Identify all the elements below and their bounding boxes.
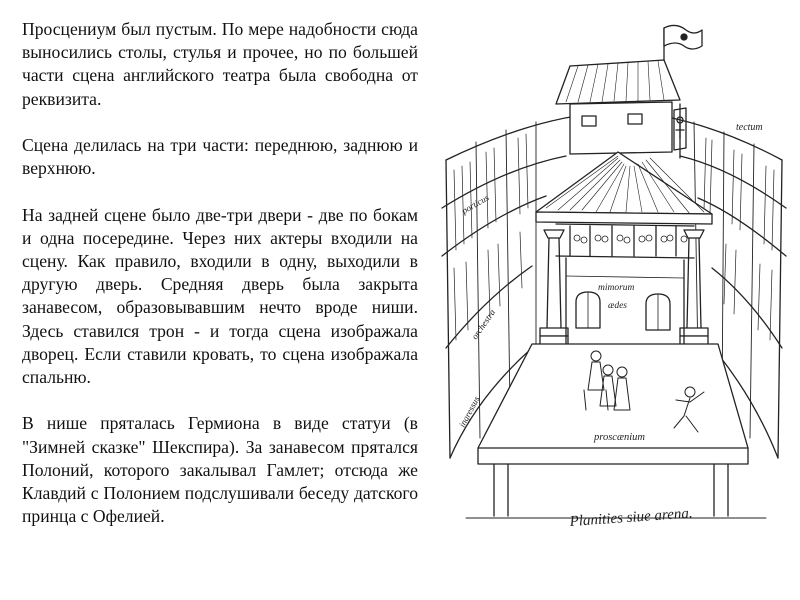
caption-planities: Planities siue arena. <box>569 505 694 530</box>
label-orchestra: orchestra <box>469 307 498 342</box>
swan-theatre-drawing <box>436 18 792 578</box>
swan-theatre-svg <box>436 18 792 578</box>
label-tectum: tectum <box>736 122 763 133</box>
stage-platform <box>466 344 766 518</box>
stage-roof <box>536 152 712 224</box>
label-proscenium: proscænium <box>594 432 645 443</box>
paragraph-back-stage: На задней сцене было две-три двери - две по бокам и одна посередине. Через них актеры входили на сцену. Как правило, входили в одну, выходили в другую дверь. Средняя дверь была закрыта занавесом, образовывавшим нечто вроде ниши. Здесь ставился трон - и тогда сцена изображала дворец. Если ставили кровать, то сцена изображала спальню. <box>22 204 418 388</box>
paragraph-niche: В нише пряталась Гермиона в виде статуи (в "Зимней сказке" Шекспира). За занавесом прятался Полоний, которого закалывал Гамлет; отсюда же Клавдий с Полонием подслушивали беседу датского принца с Офелией. <box>22 413 418 527</box>
text-column <box>22 18 418 528</box>
paragraph-proscenium: Просцениум был пустым. По мере надобности сюда выносились столы, стулья и прочее, но по большей части сцена английского театра была свободна от реквизита. <box>22 19 418 109</box>
upper-gallery <box>556 224 694 258</box>
label-porticus: porticus <box>460 192 491 216</box>
flag <box>664 25 702 62</box>
paragraph-stage-parts: Сцена делилась на три части: переднюю, заднюю и верхнюю. <box>22 135 418 179</box>
label-mimorum: mimorum <box>598 283 635 293</box>
hut <box>556 60 686 158</box>
label-aedes: ædes <box>608 301 627 311</box>
label-ingressus: ingressus <box>456 394 482 429</box>
